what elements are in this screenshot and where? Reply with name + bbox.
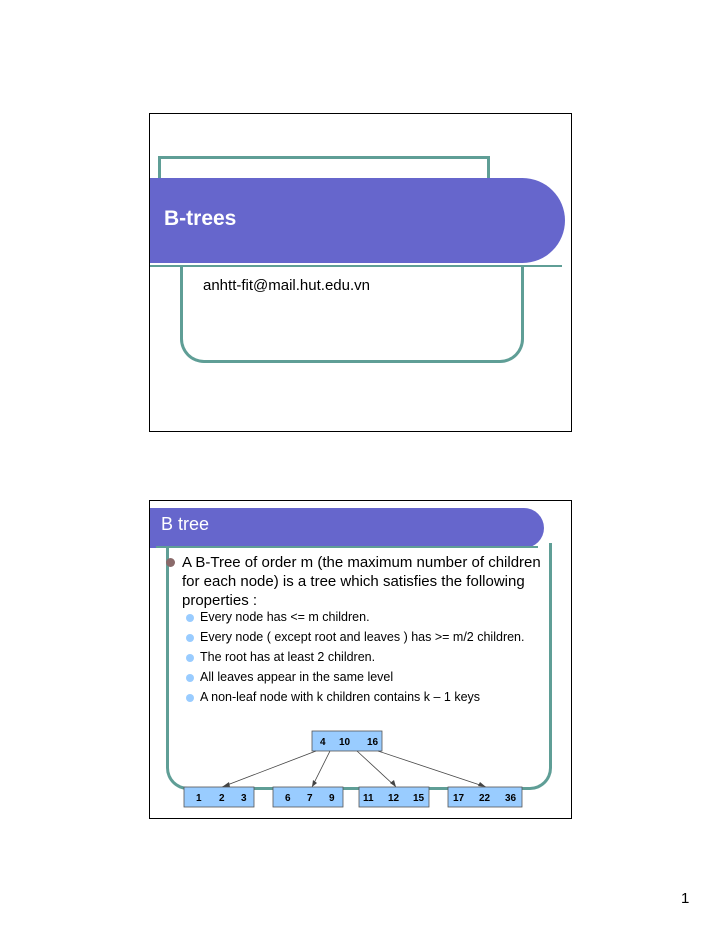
arrowhead-icon: [478, 782, 486, 787]
leaf-key: 17: [453, 793, 465, 804]
leaf-key: 7: [307, 793, 313, 804]
leaf-key: 12: [388, 793, 400, 804]
author-email: anhtt-fit@mail.hut.edu.vn: [203, 277, 370, 294]
arrowhead-icon: [390, 780, 396, 787]
slide-title: B tree: [161, 514, 210, 534]
leaf-key: 2: [219, 793, 225, 804]
sub-bullet-text: Every node ( except root and leaves ) has >= m/2 children.: [200, 630, 525, 644]
leaf-key: 3: [241, 793, 247, 804]
sub-bullet-text: The root has at least 2 children.: [200, 650, 376, 664]
sub-bullet-text: Every node has <= m children.: [200, 610, 370, 624]
root-key: 4: [320, 737, 326, 748]
leaf-key: 15: [413, 793, 425, 804]
tree-edge: [357, 751, 396, 787]
root-key: 10: [339, 737, 351, 748]
slide-title: B-trees: [164, 207, 237, 230]
leaf-key: 6: [285, 793, 291, 804]
leaf-key: 22: [479, 793, 491, 804]
arrowhead-icon: [312, 780, 317, 787]
btree-slide: [149, 500, 572, 819]
leaf-key: 11: [363, 793, 374, 804]
leaf-key: 9: [329, 793, 335, 804]
arrowhead-icon: [222, 782, 230, 787]
leaf-key: 1: [196, 793, 202, 804]
sub-bullet-text: A non-leaf node with k children contains k – 1 keys: [200, 690, 481, 704]
sub-bullet-text: All leaves appear in the same level: [200, 670, 394, 684]
main-bullet-text: A B-Tree of order m (the maximum number of children for each node) is a tree which satisfies the following properties :: [182, 554, 541, 609]
tree-edge: [222, 751, 316, 787]
root-key: 16: [367, 737, 379, 748]
title-slide: [149, 113, 572, 432]
page-number: 1: [681, 890, 690, 907]
btree-diagram: [150, 501, 571, 818]
leaf-key: 36: [505, 793, 517, 804]
